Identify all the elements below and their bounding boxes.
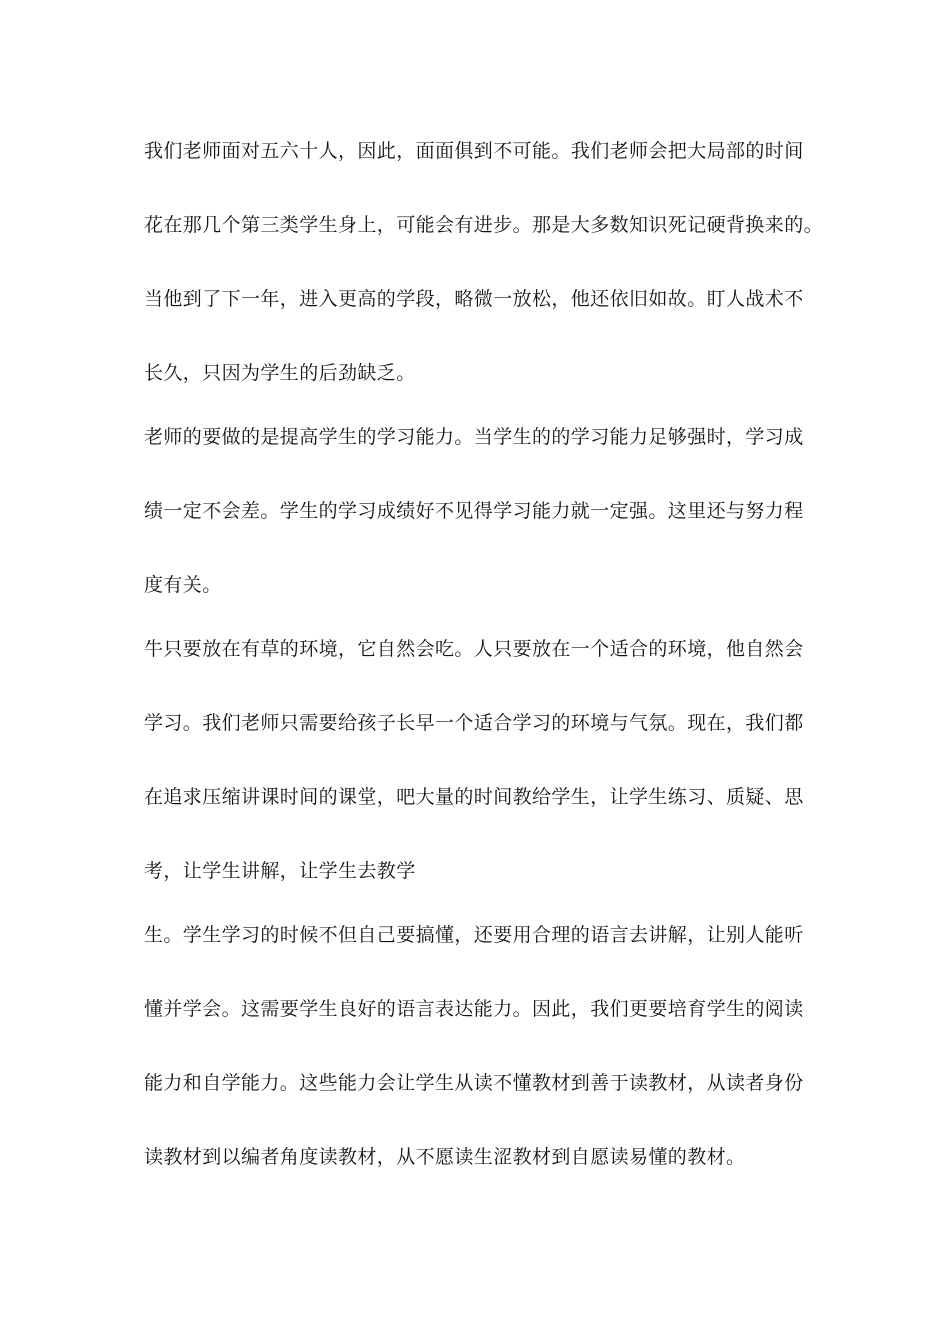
text-line: 我们老师面对五六十人，因此，面面俱到不可能。我们老师会把大局部的时间 — [144, 140, 804, 162]
text-line: 在追求压缩讲课时间的课堂，吧大量的时间教给学生，让学生练习、质疑、思 — [144, 786, 804, 808]
text-line: 懂并学会。这需要学生良好的语言表达能力。因此，我们更要培育学生的阅读 — [144, 998, 804, 1020]
text-line: 长久，只因为学生的后劲缺乏。 — [144, 362, 416, 384]
text-line: 生。学生学习的时候不但自己要搞懂，还要用合理的语言去讲解，让别人能听 — [144, 924, 804, 946]
text-line: 牛只要放在有草的环境，它自然会吃。人只要放在一个适合的环境，他自然会 — [144, 638, 804, 660]
text-line: 能力和自学能力。这些能力会让学生从读不懂教材到善于读教材，从读者身份 — [144, 1072, 804, 1094]
text-line: 考，让学生讲解，让学生去教学 — [144, 860, 416, 882]
text-line: 老师的要做的是提高学生的学习能力。当学生的的学习能力足够强时，学习成 — [144, 426, 804, 448]
text-line: 绩一定不会差。学生的学习成绩好不见得学习能力就一定强。这里还与努力程 — [144, 500, 804, 522]
text-line: 学习。我们老师只需要给孩子长早一个适合学习的环境与气氛。现在，我们都 — [144, 712, 804, 734]
text-line: 读教材到以编者角度读教材，从不愿读生涩教材到自愿读易懂的教材。 — [144, 1146, 746, 1168]
text-line: 度有关。 — [144, 574, 222, 596]
text-line: 花在那几个第三类学生身上，可能会有进步。那是大多数知识死记硬背换来的。 — [144, 214, 824, 236]
text-line: 当他到了下一年，进入更高的学段，略微一放松，他还依旧如故。盯人战术不 — [144, 288, 804, 310]
